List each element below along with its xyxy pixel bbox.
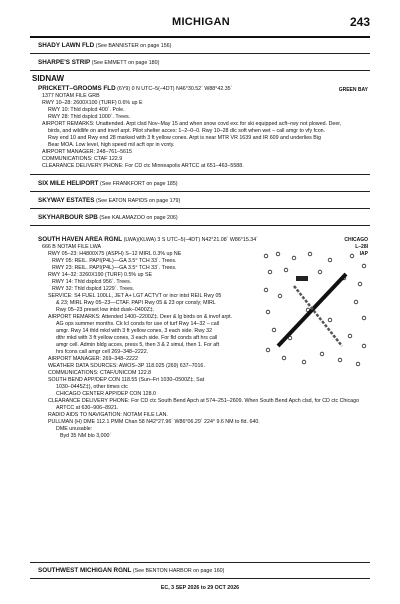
divider <box>30 208 370 209</box>
page-number: 243 <box>349 15 370 29</box>
sidnaw-line: Rwy end 10 and Rwy end 28 marked with 3 ft yellow cones. Arpt is near MTR VR 1639 and IR 609 and underlies Big <box>48 135 321 141</box>
divider <box>30 562 370 563</box>
airport-diagram <box>260 250 372 370</box>
entry-skyway-estates <box>38 197 180 205</box>
south-haven-line: RWY 05–23: H4800X75 (ASPH) S–12 MIRL 0.3% up NE <box>48 251 182 257</box>
sidnaw-line: CLEARANCE DELIVERY PHONE: For CD ctc Minneapolis ARTCC at 651–463–5588. <box>42 163 244 169</box>
entry-six-mile-heliport <box>38 180 178 188</box>
south-haven-line: RWY 14–32: 3260X190 (TURF) 0.5% up SE <box>48 272 153 278</box>
airport-detail: 3 S UTC–5(–4DT) N42°21.08´ W86°15.34´ <box>157 237 258 243</box>
entry-see: (See EMMETT on page 180) <box>91 60 160 66</box>
south-haven-line: PULLMAN (H) DME 112.1 PMM Chan 58 N42°27.96´ W86°06.29´ 224° 9.6 NM to fld. 640. <box>48 419 260 425</box>
state-title: MICHIGAN <box>171 16 230 28</box>
divider <box>30 578 370 579</box>
page-footer: EC, 3 SEP 2026 to 29 OCT 2026 <box>160 585 240 591</box>
chart-tag: L–28I <box>355 244 368 250</box>
south-haven-line: amgr cell. Admin bldg acces, press 5, then 3 & 2 simul, then 1. For aft <box>56 342 220 348</box>
south-haven-line: amgr. Rwy 14 thld mkd with 3 ft yellow cones, 3 each side. Rwy 32 <box>56 328 213 334</box>
south-haven-line: CLEARANCE DELIVERY PHONE: For CD ctc South Bend Apch at 574–251–2609. When South Bend Apch clsd, for CD ctc Chicago <box>48 398 360 404</box>
page-header <box>32 16 370 32</box>
airport-name: SOUTH HAVEN AREA RGNL <box>38 236 123 243</box>
sidnaw-line: RWY 28: Thld dsplcd 1000´. Trees. <box>48 114 131 120</box>
sidnaw-line: COMMUNICATIONS: CTAF 122.9 <box>42 156 123 162</box>
entry-name: SIX MILE HELIPORT <box>38 180 99 187</box>
divider <box>30 225 370 226</box>
entry-see: (See EATON RAPIDS on page 179) <box>95 198 181 204</box>
entry-see: (See KALAMAZOO on page 206) <box>99 215 178 221</box>
entry-name: SHARPE'S STRIP <box>38 59 91 66</box>
south-haven-line: RWY 32: Thld dsplcd 1229´. Trees. <box>52 286 135 292</box>
south-haven-line: SOUTH BEND APP/DEP CON 118.55 (Sun–Fri 1030–0500Z‡, Sat <box>48 377 205 383</box>
header-rule <box>30 36 370 38</box>
chart-tag: IAP <box>359 251 368 257</box>
south-haven-line: RWY 23: REIL. PAPI(P4L)—GA 3.5° TCH 33´. Trees. <box>52 265 177 271</box>
sidnaw-airport-header <box>38 85 232 93</box>
south-haven-line: RADIO AIDS TO NAVIGATION: NOTAM FILE LAN. <box>48 412 168 418</box>
south-haven-line: SERVICE: S4 FUEL 100LL, JET A+ LGT ACTVT or incr intst REIL Rwy 05 <box>48 293 222 299</box>
south-haven-line: RWY 14: Thld dsplcd 956´. Trees. <box>52 279 132 285</box>
south-haven-line: & 23; MIRL Rwy 05–23—CTAF. PAPI Rwy 05 & 23 opr consly; MIRL <box>56 300 216 306</box>
divider <box>30 174 370 175</box>
south-haven-line: 1030–0445Z‡), other times ctc <box>56 384 128 390</box>
south-haven-line: AIRPORT MANAGER: 269–348–2222 <box>48 356 138 362</box>
entry-see: (See FRANKFORT on page 185) <box>100 181 178 187</box>
sidnaw-line: 1377 NOTAM FILE GRB <box>42 93 100 99</box>
entry-see: (See BENTON HARBOR on page 160) <box>132 568 225 574</box>
south-haven-airport-header <box>38 236 258 244</box>
south-haven-line: CHICAGO CENTER APP/DEP CON 128.0 <box>56 391 156 397</box>
sidnaw-chart-tag: GREEN BAY <box>338 87 368 93</box>
south-haven-line: DME unusable: <box>56 426 93 432</box>
south-haven-line: dthr mkd with 3 ft yellow cones, 3 each side. For fld conds aft hrs call <box>56 335 218 341</box>
airport-name: PRICKETT–GROOMS FLD <box>38 85 116 92</box>
south-haven-line: AG ops summer months. Ck lcl conds for use of turf Rwy 14–32 – call <box>56 321 220 327</box>
chart-tag: CHICAGO <box>344 237 368 243</box>
sidnaw-line: birds, and wildlife on and invof arpt. Pilot shelter acces: 1–2–0–0. Rwy 10–28 dlc soft when wet – call amgr to vfy fcon. <box>48 128 326 134</box>
south-haven-line: RWY 05: REIL. PAPI(P4L)—GA 3.5° TCH 33´. Trees. <box>52 258 177 264</box>
airport-ident: (6Y9) <box>117 86 131 92</box>
south-haven-line: WEATHER DATA SOURCES: AWOS–3P 118.025 (269) 637–7016. <box>48 363 205 369</box>
divider <box>30 53 370 54</box>
entry-skyharbour-spb <box>38 214 178 222</box>
south-haven-line: Byd 35 NM blo 3,000´ <box>60 433 112 439</box>
sidnaw-line: AIRPORT REMARKS: Unattended. Arpt clsd Nov–May 15 and when snow covd exc for ski equipped acft–rwy not plowed. Deer, <box>42 121 342 127</box>
south-haven-line: hrs fcons call amgr cell 269–348–2222. <box>56 349 149 355</box>
airport-ident: (LWA)(KLWA) <box>123 237 156 243</box>
south-haven-line: ARTCC at 630–906–8921. <box>56 405 119 411</box>
city-sidnaw: SIDNAW <box>32 74 64 83</box>
entry-see: (See BANNISTER on page 156) <box>95 43 172 49</box>
divider <box>30 191 370 192</box>
south-haven-line: Rwy 05–23 preset low intst dusk–0400Z‡. <box>56 307 155 313</box>
entry-name: SOUTHWEST MICHIGAN RGNL <box>38 567 132 574</box>
south-haven-line: AIRPORT REMARKS: Attended 1400–2200Z‡. Deer & lg birds on & invof arpt. <box>48 314 233 320</box>
sidnaw-line: RWY 10: Thld dsplcd 400´. Pole. <box>48 107 125 113</box>
sidnaw-line: RWY 10–28: 2600X100 (TURF) 0.6% up E <box>42 100 143 106</box>
divider <box>30 70 370 71</box>
sidnaw-line: AIRPORT MANAGER: 248–761–5615 <box>42 149 132 155</box>
south-haven-line: COMMUNICATIONS: CTAF/UNICOM 122.8 <box>48 370 152 376</box>
entry-southwest-michigan-rgnl <box>38 567 224 575</box>
entry-sharpes-strip <box>38 59 159 67</box>
south-haven-line: 666 B NOTAM FILE LWA <box>42 244 102 250</box>
entry-name: SHADY LAWN FLD <box>38 42 95 49</box>
entry-name: SKYHARBOUR SPB <box>38 214 98 221</box>
sidnaw-line: Bear MOA. Low level, high speed mil acft opr in vcnty. <box>48 142 175 148</box>
entry-shady-lawn <box>38 42 171 50</box>
entry-name: SKYWAY ESTATES <box>38 197 95 204</box>
airport-detail: 0 N UTC–5(–4DT) N46°30.52´ W88°42.35´ <box>131 86 233 92</box>
